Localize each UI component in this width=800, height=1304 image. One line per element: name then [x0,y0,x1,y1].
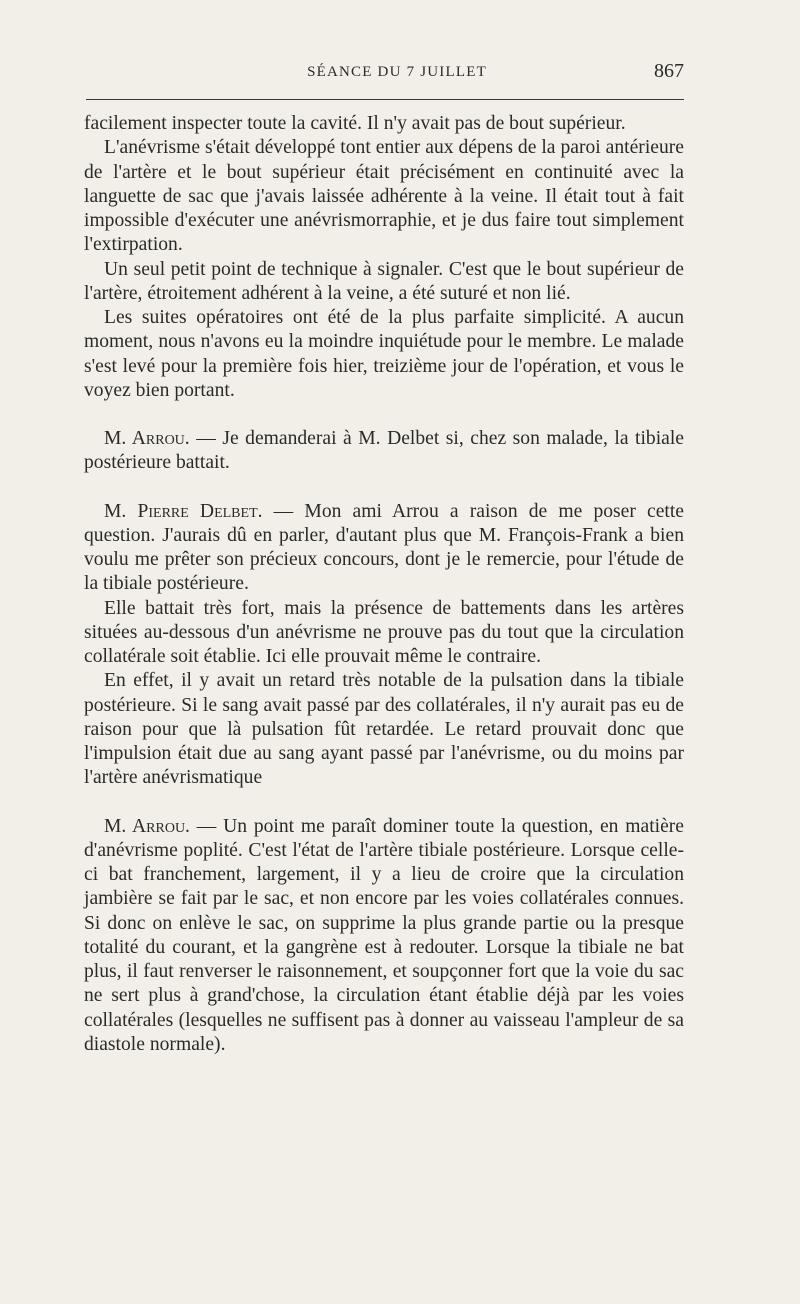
paragraph-arrou-2 [84,815,684,1058]
speaker-name: M. Arrou. [104,428,190,449]
paragraph-text: — Je demanderai à M. Delbet si, chez son malade, la tibiale postérieure battait. [84,428,684,474]
header-rule [86,99,684,100]
paragraph-delbet-3: En effet, il y avait un retard très notable de la pulsation dans la tibiale postérieure. Si le sang avait passé par des collatérales, il n'y aurait pas eu de raison pour que là pulsation fût retardée. Le retard prouvait donc que l'impulsion était due au sang ayant passé par l'anévrisme, ou du moins par l'artère anévrismatique [84,670,684,789]
paragraph-1: facilement inspecter toute la cavité. Il n'y avait pas de bout supérieur. [84,113,626,134]
page-number: 867 [654,60,684,82]
paragraph-text: — Mon ami Arrou a raison de me poser cette question. J'aurais dû en parler, d'autant plus que M. François-Frank a bien voulu me prêter son précieux concours, dont je le remercie, pour l'étude de la tibiale postérieure. [84,500,684,595]
paragraph-delbet [84,500,684,597]
speaker-name: M. Arrou. [104,815,190,837]
running-title: SÉANCE DU 7 JUILLET [307,64,487,80]
running-head [84,58,684,88]
paragraph-2: L'anévrisme s'était développé tont entier aux dépens de la paroi antérieure de l'artère et le bout supérieur était précisément en continuité avec la languette de sac que j'avais laissée adhérente à la veine. Il était tout à fait impossible d'exécuter une anévrismorraphie, et je dus faire tout simplement l'extirpation. [84,137,684,256]
paragraph-delbet-2: Elle battait très fort, mais la présence de battements dans les artères situées au-dessous d'un anévrisme ne prouve pas du tout que la circulation collatérale soit établie. Ici elle prouvait même le contraire. [84,597,684,667]
paragraph-4: Les suites opératoires ont été de la plus parfaite simplicité. A aucun moment, nous n'avons eu la moindre inquiétude pour le membre. Le malade s'est levé pour la première fois hier, treizième jour de l'opération, et vous le voyez bien portant. [84,307,684,401]
speaker-name: M. Pierre Delbet. [104,500,263,522]
paragraph-text: — Un point me paraît dominer toute la question, en matière d'anévrisme poplité. C'est l'état de l'artère tibiale postérieure. Lorsque celle-ci bat franchement, largement, il y a lieu de croire que la circulation jambière se fait par le sac, et non encore par les voies collatérales connues. Si donc on enlève le sac, on supprime la plus grande partie ou la presque totalité du courant, et la gangrène est à redouter. Lorsque la tibiale ne bat plus, il faut renverser le raisonnement, et soupçonner fort que la voie du sac ne sert plus à grand'chose, la circulation étant établie déjà par les voies collatérales (lesquelles ne suffisent pas à donner au vaisseau l'ampleur de sa diastole normale). [84,815,684,1055]
body-text [84,112,684,1057]
paragraph-3: Un seul petit point de technique à signaler. C'est que le bout supérieur de l'artère, étroitement adhérent à la veine, a été suturé et non lié. [84,258,684,304]
paragraph-arrou-1 [84,427,684,476]
